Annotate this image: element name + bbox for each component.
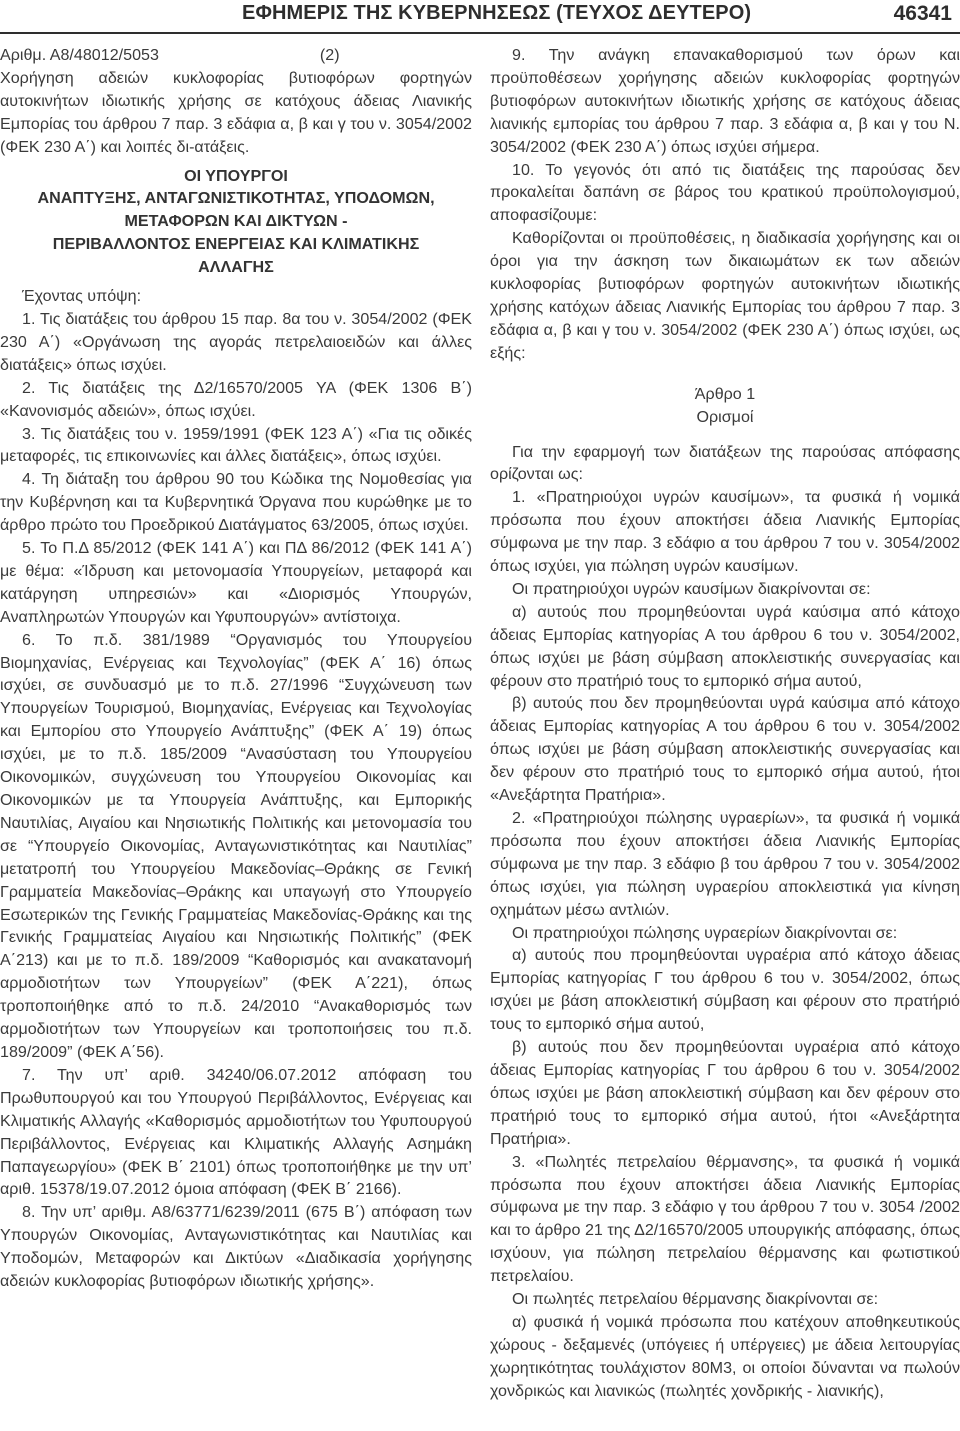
- recital-item: 10. Το γεγονός ότι από τις διατάξεις της παρούσας δεν προκαλείται δαπάνη σε βάρος του κρατικού προϋπολογισμού, αποφασίζουμε:: [490, 160, 960, 225]
- article-paragraph: α) φυσικά ή νομικά πρόσωπα που κατέχουν αποθηκευτικούς χώρους - δεξαμενές (υπόγειες ή υπέργειες) με άδεια λειτουργίας χωρητικότητας τουλάχιστον 80Μ3, οι οποίοι δύνανται να πωλούν χονδρικώς και λιανικώς (πωλητές χονδρικής - λιανικής),: [490, 1312, 960, 1400]
- page-number: 46341: [893, 2, 952, 25]
- recital-item: 7. Την υπ’ αριθ. 34240/06.07.2012 απόφαση του Πρωθυπουργού και του Υπουργού Περιβάλλοντος, Ενέργειας και Κλιματικής Αλλαγής «Καθορισμός αρμοδιοτήτων του Υφυπουργού Περιβάλλοντος, Ενέργειας και Κλιματικής Αλλαγής Ασημάκη Παπαγεωργίου» (ΦΕΚ Β΄ 2101) όπως τροποποιήθηκε με την υπ’ αριθ. 15378/19.07.2012 όμοια απόφαση (ΦΕΚ Β΄ 2166).: [0, 1065, 472, 1199]
- article-paragraph: Για την εφαρμογή των διατάξεων της παρούσας απόφασης ορίζονται ως:: [490, 442, 960, 484]
- ministers-heading: [0, 165, 472, 280]
- article-paragraph: Οι πρατηριούχοι πώλησης υγραερίων διακρίνονται σε:: [512, 923, 898, 942]
- heading-line: ΟΙ ΥΠΟΥΡΓΟΙ: [184, 166, 288, 185]
- gazette-title: ΕΦΗΜΕΡΙΣ ΤΗΣ ΚΥΒΕΡΝΗΣΕΩΣ (ΤΕΥΧΟΣ ΔΕΥΤΕΡΟ): [242, 2, 752, 24]
- recital-item: 6. Το π.δ. 381/1989 “Οργανισμός του Υπουργείου Βιομηχανίας, Ενέργειας και Τεχνολογίας” (ΦΕΚ Α΄ 16) όπως ισχύει, σε συνδυασμό με το π.δ. 27/1996 “Συγχώνευση των Υπουργείων Τουρισμού, Βιομηχανίας, Ενέργειας και Τεχνολογίας και Εμπορίου στο Υπουργείο Ανάπτυξης” (ΦΕΚ Α΄ 19) όπως ισχύει, με το π.δ. 185/2009 “Ανασύσταση του Υπουργείου Οικονομικών, συγχώνευση του Υπουργείου Οικονομίας και Οικονομικών με τα Υπουργεία Ανάπτυξης, και Εμπορικής Ναυτιλίας, Αιγαίου και Νησιωτικής Πολιτικής και μετονομασία του σε “Υπουργείο Οικονομίας, Ανταγωνιστικότητας και Ναυτιλίας” μετατροπή του Υπουργείου Μακεδονίας–Θράκης σε Γενική Γραμματεία Μακεδονίας–Θράκης και υπαγωγή στο Υπουργείο Εσωτερικών της Γενικής Γραμματείας Μακεδονίας-Θράκης και της Γενικής Γραμματείας Αιγαίου και Νησιωτικής Πολιτικής” (ΦΕΚ Α΄213) και με το π.δ. 189/2009 “Καθορισμός και ανακατανομή αρμοδιοτήτων των Υπουργείων” (ΦΕΚ Α΄221), όπως τροποποιήθηκε από το π.δ. 24/2010 “Ανακαθορισμός των αρμοδιοτήτων των Υπουργείων και τροποποιήσεις του π.δ. 189/2009” (ΦΕΚ Α΄56).: [0, 630, 472, 1061]
- article-paragraph: 1. «Πρατηριούχοι υγρών καυσίμων», τα φυσικά ή νομικά πρόσωπα που έχουν αποκτήσει άδεια Λιανικής Εμπορίας σύμφωνα με την παρ. 3 εδάφιο α του άρθρου 7 του ν. 3054/2002 όπως ισχύει, για πώληση υγρών καυσίμων.: [490, 488, 960, 576]
- header-rule: [0, 32, 960, 34]
- recital-item: 3. Τις διατάξεις του ν. 1959/1991 (ΦΕΚ 123 Α΄) «Για τις οδικές μεταφορές, τις επικοινωνίες και άλλες διατάξεις», όπως ισχύει.: [0, 424, 472, 466]
- recital-item: 2. Τις διατάξεις της Δ2/16570/2005 ΥΑ (ΦΕΚ 1306 Β΄) «Κανονισμός αδειών», όπως ισχύει.: [0, 378, 472, 420]
- recital-item: 8. Την υπ’ αριθμ. Α8/63771/6239/2011 (675 Β΄) απόφαση των Υπουργών Οικονομίας, Ανταγωνιστικότητας και Ναυτιλίας και Υποδομών, Μεταφορών και Δικτύων «Διαδικασία χορήγησης αδειών κυκλοφορίας βυτιοφόρων ιδιωτικής χρήσης».: [0, 1203, 472, 1291]
- article-title: Ορισμοί: [696, 407, 754, 426]
- article-paragraph: 2. «Πρατηριούχοι πώλησης υγραερίων», τα φυσικά ή νομικά πρόσωπα που έχουν αποκτήσει άδεια Λιανικής Εμπορίας σύμφωνα με την παρ. 3 εδάφιο β του άρθρου 7 του ν. 3054/2002 όπως ισχύει, για πώληση υγραερίου αποκλειστικά για κίνηση οχημάτων μέσω αντλιών.: [490, 809, 960, 919]
- heading-line: ΜΕΤΑΦΟΡΩΝ ΚΑΙ ΔΙΚΤΥΩΝ -: [124, 212, 348, 231]
- decision-subject: Χορήγηση αδειών κυκλοφορίας βυτιοφόρων φορτηγών αυτοκινήτων ιδιωτικής χρήσης σε κατόχους άδειας Λιανικής Εμπορίας του άρθρου 7 παρ. 3 εδάφια α, β και γ του ν. 3054/2002 (ΦΕΚ 230 Α΄) και λοιπές δι-ατάξεις.: [0, 68, 472, 156]
- article-paragraph: β) αυτούς που δεν προμηθεύονται υγρά καύσιμα από κάτοχο άδειας Εμπορίας κατηγορίας Α του άρθρου 6 του ν. 3054/2002 όπως ισχύει με βάση σύμβαση αποκλειστικής συνεργασίας και δεν φέρουν στο πρατήριό τους το εμπορικό σήμα αυτού, ήτοι «Ανεξάρτητα Πρατήρια».: [490, 694, 960, 805]
- article-number: Άρθρο 1: [694, 384, 756, 403]
- article-paragraph: β) αυτούς που δεν προμηθεύονται υγραέρια από κάτοχο άδειας Εμπορίας κατηγορίας Γ του άρθρου 6 του ν. 3054/2002 όπως ισχύει με βάση αποκλειστική σύμβαση και δεν φέρουν στο πρατήριό τους το εμπορικό σήμα αυτού, ήτοι «Ανεξάρτητα Πρατήρια».: [490, 1038, 960, 1148]
- heading-line: ΠΕΡΙΒΑΛΛΟΝΤΟΣ ΕΝΕΡΓΕΙΑΣ ΚΑΙ ΚΛΙΜΑΤΙΚΗΣ: [52, 235, 420, 254]
- article-paragraph: α) αυτούς που προμηθεύονται υγραέρια από κάτοχο άδειας Εμπορίας κατηγορίας Γ του άρθρου 6 του ν. 3054/2002, όπως ισχύει με βάση αποκλειστική σύμβαση και φέρουν στο πρατήριό τους το εμπορικό σήμα αυτού,: [490, 946, 960, 1034]
- recital-item: 1. Τις διατάξεις του άρθρου 15 παρ. 8α του ν. 3054/2002 (ΦΕΚ 230 Α΄) «Οργάνωση της αγοράς πετρελαιοειδών και άλλες διατάξεις» όπως ισχύει.: [0, 309, 472, 374]
- article-paragraph: Οι πωλητές πετρελαίου θέρμανσης διακρίνονται σε:: [512, 1290, 879, 1309]
- heading-line: ΑΝΑΠΤΥΞΗΣ, ΑΝΤΑΓΩΝΙΣΤΙΚΟΤΗΤΑΣ, ΥΠΟΔΟΜΩΝ,: [37, 189, 435, 208]
- decision-number: Αριθμ. Α8/48012/5053 (2): [0, 46, 340, 64]
- recital-item: 5. Το Π.Δ 85/2012 (ΦΕΚ 141 Α΄) και ΠΔ 86/2012 (ΦΕΚ 141 Α΄) με θέμα: «Ίδρυση και μετονομασία Υπουργείων, μεταφορά και κατάργηση υπηρεσιών» και «Διορισμός Υπουργών, Αναπληρωτών Υπουργών και Υφυπουργών» αντίστοιχα.: [0, 539, 472, 626]
- decision-text: Καθορίζονται οι προϋποθέσεις, η διαδικασία χορήγησης και οι όροι για την άσκηση των δικαιωμάτων εκ των αδειών κυκλοφορίας βυτιοφόρων φορτηγών αυτοκινήτων ιδιωτικής χρήσης κατόχων άδειας Λιανικής Εμπορίας του άρθρου 7 παρ. 3 εδάφια α, β και γ του ν. 3054/2002 (ΦΕΚ 230 Α΄) όπως ισχύει, ως εξής:: [490, 229, 960, 362]
- having-regard: Έχοντας υπόψη:: [22, 287, 142, 306]
- heading-line: ΑΛΛΑΓΗΣ: [198, 258, 274, 277]
- right-column: [490, 44, 960, 1403]
- article-paragraph: α) αυτούς που προμηθεύονται υγρά καύσιμα από κάτοχο άδειας Εμπορίας κατηγορίας Α του άρθρου 6 του ν. 3054/2002, όπως ισχύει με βάση σύμβαση αποκλειστικής συνεργασίας και φέρουν στο πρατήριό τους το εμπορικό σήμα αυτού,: [490, 602, 960, 690]
- recital-item: 9. Την ανάγκη επανακαθορισμού των όρων και προϋποθέσεων χορήγησης αδειών κυκλοφορίας φορτηγών βυτιοφόρων αυτοκινήτων ιδιωτικής χρήσης σε κατόχους άδειας λιανικής εμπορίας του άρθρου 7 παρ. 3 εδάφια α, β και γ του Ν. 3054/2002 (ΦΕΚ 230 Α΄) όπως ισχύει σήμερα.: [490, 46, 960, 156]
- article-heading: [490, 383, 960, 429]
- article-paragraph: 3. «Πωλητές πετρελαίου θέρμανσης», τα φυσικά ή νομικά πρόσωπα που έχουν αποκτήσει άδεια Λιανικής Εμπορίας σύμφωνα με την παρ. 3 εδάφιο γ του άρθρου 7 του ν. 3054 /2002 και το άρθρο 21 της Δ2/16570/2005 υπουργικής απόφασης, όπως ισχύουν, για πώληση πετρελαίου θέρμανσης και φωτιστικού πετρελαίου.: [490, 1152, 960, 1286]
- left-column: [0, 44, 472, 1293]
- recital-item: 4. Τη διάταξη του άρθρου 90 του Κώδικα της Νομοθεσίας για την Κυβέρνηση και τα Κυβερνητικά Όργανα που κυρώθηκε με το άρθρο πρώτο του Προεδρικού Διατάγματος 63/2005, όπως ισχύει.: [0, 470, 472, 535]
- article-paragraph: Οι πρατηριούχοι υγρών καυσίμων διακρίνονται σε:: [512, 579, 871, 598]
